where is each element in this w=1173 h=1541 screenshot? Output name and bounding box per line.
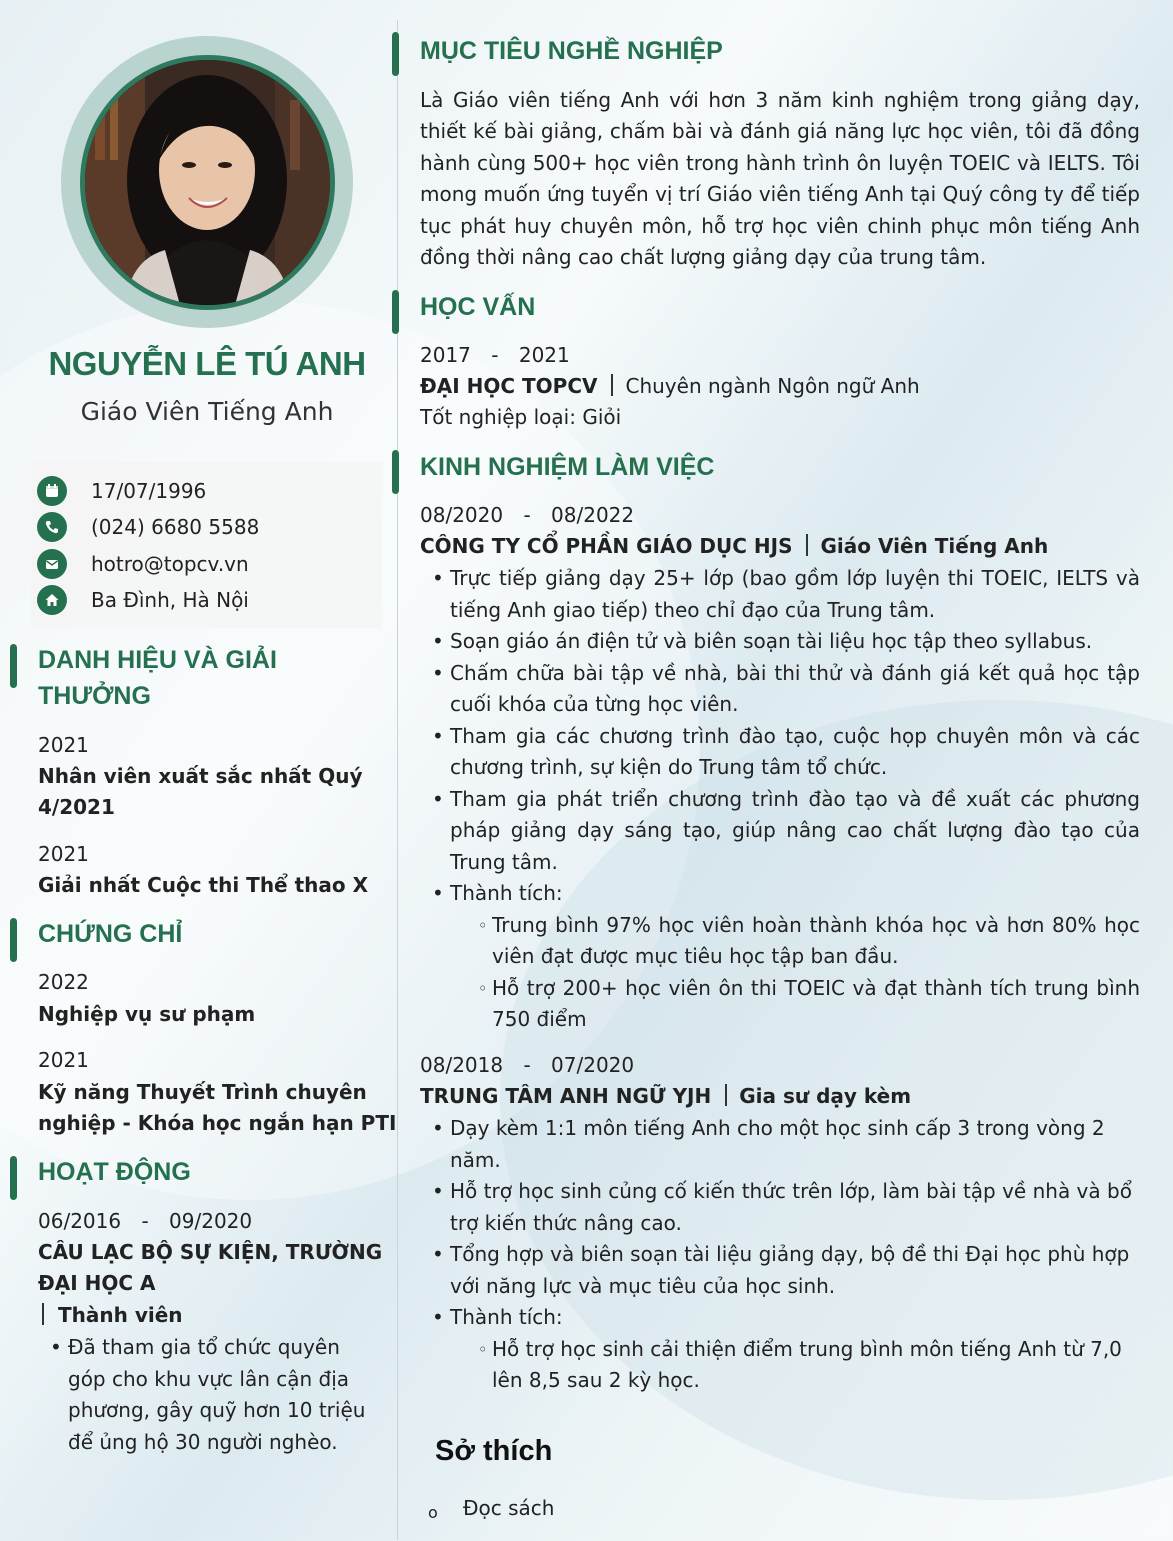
- activities-title: HOẠT ĐỘNG: [38, 1158, 191, 1186]
- sub-list-item: ◦ Trung bình 97% học viên hoàn thành khóa học và hơn 80% học viên đạt được mục tiêu học tập ban đầu.: [478, 910, 1140, 973]
- job-bullets: [420, 563, 1140, 1036]
- contact-phone: [37, 512, 259, 542]
- award-year: 2021: [38, 733, 89, 757]
- job-end: 07/2020: [551, 1053, 635, 1077]
- job-end: 08/2022: [551, 503, 635, 527]
- list-item: • Soạn giáo án điện tử và biên soạn tài liệu học tập theo syllabus.: [420, 626, 1140, 658]
- activity-end: 09/2020: [169, 1209, 253, 1233]
- contact-box: [31, 462, 382, 628]
- list-item: • Chấm chữa bài tập về nhà, bài thi thử và đánh giá kết quả học tập cuối khóa của từng học viên.: [420, 658, 1140, 721]
- activity-org: CÂU LẠC BỘ SỰ KIỆN, TRƯỜNG: [38, 1240, 383, 1264]
- list-item: • Trực tiếp giảng dạy 25+ lớp (bao gồm lớp luyện thi TOEIC, IELTS và tiếng Anh giao tiếp) theo chỉ đạo của Trung tâm.: [420, 563, 1140, 626]
- education-title: HỌC VẤN: [420, 293, 536, 321]
- section-marker: [10, 918, 17, 962]
- dob-text: 17/07/1996: [91, 479, 207, 503]
- address-text: Ba Đình, Hà Nội: [91, 588, 249, 612]
- date-dash: -: [491, 343, 499, 367]
- separator: [42, 1303, 44, 1325]
- mail-icon: [37, 549, 67, 579]
- job-company-line: [420, 1081, 911, 1112]
- objective-text: Là Giáo viên tiếng Anh với hơn 3 năm kinh nghiệm trong giảng dạy, thiết kế bài giảng, chấm bài và đánh giá năng lực học viên, tôi đã đồng hành cùng 500+ học viên trong hành trình ôn luyện TOEIC và IELTS. Tôi mong muốn ứng tuyển vị trí Giáo viên tiếng Anh tại Quý công ty để tiếp tục phát huy chuyên môn, hỗ trợ học viên chinh phục môn tiếng Anh đồng thời nâng cao chất lượng giảng dạy của trung tâm.: [420, 88, 1140, 270]
- certificates-title: CHỨNG CHỈ: [38, 920, 183, 948]
- award-name-cont: 4/2021: [38, 795, 115, 819]
- section-marker: [10, 1156, 17, 1200]
- certificate-year: 2022: [38, 970, 89, 994]
- award-name: Giải nhất Cuộc thi Thể thao X: [38, 873, 368, 897]
- portrait-image: [85, 60, 330, 305]
- home-icon: [37, 585, 67, 615]
- job-company-line: [420, 531, 1048, 562]
- job-position: Giáo Viên Tiếng Anh: [820, 534, 1049, 558]
- list-item: • Tham gia phát triển chương trình đào tạo và đề xuất các phương pháp giảng dạy sáng tạo, giúp nâng cao chất lượng đào tạo của Trung tâm.: [420, 784, 1140, 879]
- hobby-bullet-icon: o: [428, 1503, 438, 1522]
- calendar-icon: [37, 476, 67, 506]
- sub-list-item: ◦ Hỗ trợ 200+ học viên ôn thi TOEIC và đạt thành tích trung bình 750 điểm: [478, 973, 1140, 1036]
- education-school: ĐẠI HỌC TOPCV: [420, 374, 598, 398]
- job-dates: [420, 1050, 634, 1081]
- job-company: TRUNG TÂM ANH NGỮ YJH: [420, 1084, 712, 1108]
- sub-list-item: ◦ Hỗ trợ học sinh cải thiện điểm trung bình môn tiếng Anh từ 7,0 lên 8,5 sau 2 kỳ học.: [478, 1334, 1140, 1397]
- job-dates: [420, 500, 634, 531]
- job-start: 08/2018: [420, 1053, 504, 1077]
- awards-title-line1: DANH HIỆU VÀ GIẢI: [38, 646, 277, 674]
- certificate-year: 2021: [38, 1048, 89, 1072]
- education-major: Chuyên ngành Ngôn ngữ Anh: [625, 374, 920, 398]
- hobbies-title: Sở thích: [435, 1435, 553, 1467]
- phone-text[interactable]: (024) 6680 5588: [91, 515, 260, 539]
- column-divider: [397, 20, 398, 1540]
- education-note: Tốt nghiệp loại: Giỏi: [420, 405, 622, 429]
- sub-bullets: [420, 1334, 1140, 1397]
- job-bullets: [420, 1113, 1140, 1397]
- list-item: • Đã tham gia tổ chức quyên góp cho khu vực lân cận địa phương, gây quỹ hơn 10 triệu để ủng hộ 30 người nghèo.: [38, 1332, 368, 1458]
- email-text[interactable]: hotro@topcv.vn: [91, 552, 249, 576]
- contact-dob: [37, 476, 206, 506]
- section-marker: [10, 644, 17, 688]
- education-school-line: [420, 371, 920, 402]
- phone-icon: [37, 512, 67, 542]
- sub-bullets: [420, 910, 1140, 1036]
- activity-dates: [38, 1206, 252, 1237]
- list-item: • Thành tích:: [420, 878, 1140, 910]
- separator: [725, 1084, 727, 1106]
- section-marker: [392, 290, 399, 334]
- section-marker: [392, 32, 399, 76]
- candidate-role: Giáo Viên Tiếng Anh: [80, 397, 334, 426]
- separator: [611, 374, 613, 396]
- candidate-name: NGUYỄN LÊ TÚ ANH: [48, 345, 366, 382]
- contact-address: [37, 585, 249, 615]
- award-year: 2021: [38, 842, 89, 866]
- left-column: [0, 0, 397, 1541]
- awards-title-line2: THƯỞNG: [38, 682, 151, 710]
- avatar: [80, 55, 335, 310]
- education-dates: [420, 340, 570, 371]
- date-dash: -: [141, 1209, 149, 1233]
- education-end: 2021: [518, 343, 570, 367]
- education-start: 2017: [420, 343, 471, 367]
- hobby-item: Đọc sách: [463, 1496, 555, 1520]
- sub-list-container: [420, 910, 1140, 1036]
- section-marker: [392, 450, 399, 494]
- activity-bullets: [38, 1332, 368, 1458]
- certificate-name: Nghiệp vụ sư phạm: [38, 1002, 256, 1026]
- job-company: CÔNG TY CỔ PHẦN GIÁO DỤC HJS: [420, 534, 793, 558]
- experience-title: KINH NGHIỆM LÀM VIỆC: [420, 453, 715, 481]
- activity-position-text: Thành viên: [58, 1303, 183, 1327]
- list-item: • Tổng hợp và biên soạn tài liệu giảng dạy, bộ đề thi Đại học phù hợp với năng lực và mục tiêu của học sinh.: [420, 1239, 1140, 1302]
- list-item: • Thành tích:: [420, 1302, 1140, 1334]
- activity-start: 06/2016: [38, 1209, 122, 1233]
- objective-title: MỤC TIÊU NGHỀ NGHIỆP: [420, 37, 723, 65]
- job-start: 08/2020: [420, 503, 504, 527]
- date-dash: -: [523, 1053, 531, 1077]
- activity-position: [38, 1300, 183, 1331]
- list-item: • Hỗ trợ học sinh củng cố kiến thức trên lớp, làm bài tập về nhà và bổ trợ kiến thức nâng cao.: [420, 1176, 1140, 1239]
- certificate-name-cont: nghiệp - Khóa học ngắn hạn PTI: [38, 1111, 397, 1135]
- certificate-name: Kỹ năng Thuyết Trình chuyên: [38, 1080, 367, 1104]
- list-item: • Dạy kèm 1:1 môn tiếng Anh cho một học sinh cấp 3 trong vòng 2 năm.: [420, 1113, 1140, 1176]
- separator: [806, 534, 808, 556]
- job-position: Gia sư dạy kèm: [739, 1084, 912, 1108]
- date-dash: -: [523, 503, 531, 527]
- sub-list-container: [420, 1334, 1140, 1397]
- contact-email: [37, 549, 249, 579]
- list-item: • Tham gia các chương trình đào tạo, cuộc họp chuyên môn và các chương trình, sự kiện do Trung tâm tổ chức.: [420, 721, 1140, 784]
- award-name: Nhân viên xuất sắc nhất Quý: [38, 764, 363, 788]
- activity-org-cont: ĐẠI HỌC A: [38, 1271, 156, 1295]
- awards-title: [38, 642, 277, 714]
